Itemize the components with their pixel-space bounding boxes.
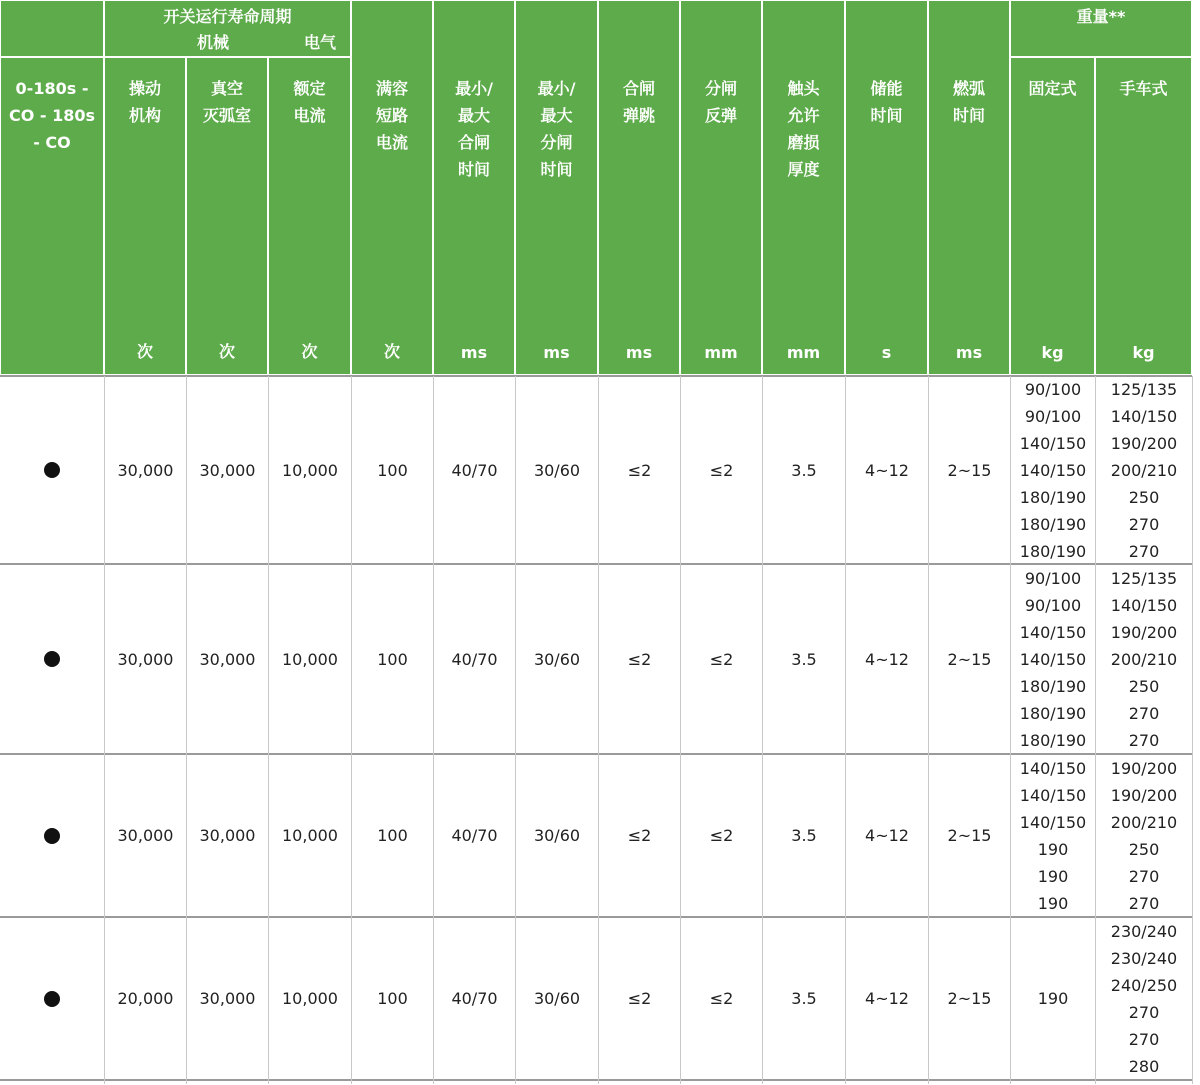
table-cell: 100: [352, 918, 433, 1079]
fixed-weight-value: 180/190: [1019, 730, 1087, 750]
table-cell: 30,000: [187, 377, 268, 563]
header-col-unit: mm: [704, 343, 738, 362]
fixed-weight-value: 180/190: [1019, 541, 1087, 561]
table-cell-fixed: [1011, 918, 1095, 1079]
column-divider: [515, 376, 516, 1084]
header-weight-title: 重量**: [1076, 7, 1126, 26]
table-cell: 10,000: [269, 565, 351, 753]
truck-weight-value: 250: [1128, 676, 1160, 696]
table-cell: 40/70: [434, 377, 515, 563]
table-cell: 30/60: [516, 565, 598, 753]
fixed-weight-list: [1011, 985, 1095, 1012]
column-divider: [268, 376, 269, 1084]
table-cell: ≤2: [599, 918, 680, 1079]
header-col-0: [1, 58, 103, 374]
column-divider: [351, 376, 352, 1084]
header-col-8: [681, 1, 761, 374]
header-col-12: [1011, 58, 1094, 374]
fixed-weight-value: 190: [1037, 989, 1069, 1008]
header-col-unit: ms: [625, 343, 653, 362]
fixed-weight-value: 180/190: [1019, 676, 1087, 696]
header-col-6: [516, 1, 597, 374]
table-row-3-marker: [0, 918, 104, 1079]
column-divider: [1010, 376, 1011, 1084]
table-cell: ≤2: [599, 755, 680, 916]
header-col-label: 合闸 弹跳: [622, 79, 655, 125]
header-col-label: 手车式: [1119, 79, 1168, 98]
header-col-unit: ms: [955, 343, 983, 362]
fixed-weight-list: [1011, 755, 1095, 917]
fixed-weight-value: 90/100: [1024, 568, 1082, 588]
truck-weight-value: 200/210: [1110, 460, 1178, 480]
header-col-unit: s: [881, 343, 892, 362]
header-col-unit: 次: [383, 342, 400, 361]
truck-weight-value: 240/250: [1110, 975, 1178, 995]
header-col-unit: kg: [1041, 343, 1064, 362]
bullet-icon: [44, 462, 60, 478]
truck-weight-value: 270: [1128, 541, 1160, 561]
truck-weight-value: 230/240: [1110, 948, 1178, 968]
truck-weight-value: 270: [1128, 893, 1160, 913]
truck-weight-value: 190/200: [1110, 758, 1178, 778]
header-col-4: [352, 1, 432, 374]
table-cell: 30/60: [516, 377, 598, 563]
header-elec-label: 电气: [304, 33, 337, 52]
table-cell: 100: [352, 755, 433, 916]
header-col-label: 0-180s - CO - 180s - CO: [8, 79, 96, 152]
truck-weight-list: [1096, 918, 1192, 1080]
truck-weight-value: 190/200: [1110, 433, 1178, 453]
header-col-label: 燃弧 时间: [952, 79, 985, 125]
truck-weight-list: [1096, 755, 1192, 917]
header-col-7: [599, 1, 679, 374]
header-mech-label: 机械: [197, 33, 230, 52]
table-cell: 4~12: [846, 755, 928, 916]
table-cell: 2~15: [929, 565, 1010, 753]
table-cell: 30/60: [516, 755, 598, 916]
fixed-weight-value: 190: [1037, 893, 1069, 913]
truck-weight-value: 140/150: [1110, 406, 1178, 426]
truck-weight-value: 270: [1128, 730, 1160, 750]
table-cell: ≤2: [681, 755, 762, 916]
header-col-unit: 次: [218, 342, 235, 361]
header-col-label: 最小/ 最大 分闸 时间: [537, 79, 576, 179]
column-divider: [1192, 376, 1193, 1084]
table-cell-truck: [1096, 565, 1192, 753]
truck-weight-value: 140/150: [1110, 595, 1178, 615]
table-cell: 3.5: [763, 377, 845, 563]
truck-weight-value: 270: [1128, 866, 1160, 886]
header-col-label: 固定式: [1028, 79, 1077, 98]
header-col-unit: mm: [786, 343, 821, 362]
table-cell: 40/70: [434, 565, 515, 753]
header-col-unit: kg: [1132, 343, 1155, 362]
row-divider: [0, 563, 1192, 565]
truck-weight-value: 230/240: [1110, 921, 1178, 941]
column-divider: [1095, 376, 1096, 1084]
header-col-1: [105, 58, 185, 374]
bullet-icon: [44, 828, 60, 844]
fixed-weight-value: 140/150: [1019, 433, 1087, 453]
table-cell: 2~15: [929, 377, 1010, 563]
table-cell: 2~15: [929, 918, 1010, 1079]
column-divider: [104, 376, 105, 1084]
column-divider: [680, 376, 681, 1084]
truck-weight-value: 250: [1128, 839, 1160, 859]
table-cell: 10,000: [269, 377, 351, 563]
table-cell: 40/70: [434, 755, 515, 916]
fixed-weight-value: 90/100: [1024, 406, 1082, 426]
fixed-weight-value: 180/190: [1019, 487, 1087, 507]
header-top-blank: [1, 1, 103, 56]
truck-weight-value: 200/210: [1110, 812, 1178, 832]
table-cell: ≤2: [599, 565, 680, 753]
header-col-3: [269, 58, 350, 374]
table-cell: ≤2: [681, 918, 762, 1079]
header-col-label: 额定 电流: [293, 79, 326, 125]
table-cell-fixed: [1011, 377, 1095, 563]
fixed-weight-value: 140/150: [1019, 460, 1087, 480]
table-cell-truck: [1096, 377, 1192, 563]
header-col-unit: ms: [460, 343, 488, 362]
header-col-unit: 次: [136, 342, 153, 361]
header-col-label: 分闸 反弹: [704, 79, 737, 125]
header-col-label: 操动 机构: [128, 79, 161, 125]
truck-weight-value: 270: [1128, 703, 1160, 723]
table-row-1-marker: [0, 565, 104, 753]
fixed-weight-value: 140/150: [1019, 758, 1087, 778]
row-divider: [0, 375, 1192, 377]
table-cell: 40/70: [434, 918, 515, 1079]
table-cell: 30,000: [187, 918, 268, 1079]
table-cell: 100: [352, 565, 433, 753]
header-col-9: [763, 1, 844, 374]
table-cell: 30,000: [105, 377, 186, 563]
table-cell: 4~12: [846, 377, 928, 563]
table-cell: 30,000: [187, 565, 268, 753]
table-cell: 4~12: [846, 918, 928, 1079]
column-divider: [598, 376, 599, 1084]
truck-weight-value: 270: [1128, 1002, 1160, 1022]
header-col-5: [434, 1, 514, 374]
header-col-label: 触头 允许 磨损 厚度: [787, 79, 820, 179]
truck-weight-value: 270: [1128, 1029, 1160, 1049]
header-col-2: [187, 58, 267, 374]
fixed-weight-value: 190: [1037, 866, 1069, 886]
table-cell: 30,000: [105, 565, 186, 753]
fixed-weight-value: 90/100: [1024, 595, 1082, 615]
bullet-icon: [44, 651, 60, 667]
table-cell: 3.5: [763, 918, 845, 1079]
header-col-13: [1096, 58, 1191, 374]
header-col-label: 真空 灭弧室: [202, 79, 251, 125]
table-cell: 3.5: [763, 565, 845, 753]
truck-weight-value: 125/135: [1110, 568, 1178, 588]
header-life-title: 开关运行寿命周期: [163, 7, 292, 26]
truck-weight-value: 190/200: [1110, 785, 1178, 805]
header-col-label: 最小/ 最大 合闸 时间: [455, 79, 493, 179]
row-divider: [0, 916, 1192, 918]
fixed-weight-value: 140/150: [1019, 622, 1087, 642]
table-cell-truck: [1096, 755, 1192, 916]
row-divider: [0, 1079, 1192, 1081]
column-divider: [845, 376, 846, 1084]
truck-weight-list: [1096, 565, 1192, 754]
fixed-weight-value: 140/150: [1019, 785, 1087, 805]
truck-weight-value: 270: [1128, 514, 1160, 534]
table-cell-fixed: [1011, 565, 1095, 753]
table-cell: ≤2: [681, 565, 762, 753]
table-cell: 100: [352, 377, 433, 563]
fixed-weight-list: [1011, 565, 1095, 754]
fixed-weight-value: 180/190: [1019, 703, 1087, 723]
table-cell: 20,000: [105, 918, 186, 1079]
header-col-unit: 次: [301, 342, 318, 361]
table-cell: 2~15: [929, 755, 1010, 916]
table-cell: 10,000: [269, 755, 351, 916]
fixed-weight-value: 90/100: [1024, 379, 1082, 399]
table-cell-truck: [1096, 918, 1192, 1079]
truck-weight-value: 125/135: [1110, 379, 1178, 399]
column-divider: [762, 376, 763, 1084]
truck-weight-value: 280: [1128, 1056, 1160, 1076]
table-cell: ≤2: [599, 377, 680, 563]
truck-weight-value: 190/200: [1110, 622, 1178, 642]
table-cell: ≤2: [681, 377, 762, 563]
fixed-weight-value: 180/190: [1019, 514, 1087, 534]
table-cell-fixed: [1011, 755, 1095, 916]
table-cell: 10,000: [269, 918, 351, 1079]
header-col-10: [846, 1, 927, 374]
header-col-label: 满容 短路 电流: [375, 79, 408, 152]
header-group-weight: [1011, 1, 1191, 56]
table-cell: 30,000: [105, 755, 186, 916]
table-cell: 3.5: [763, 755, 845, 916]
row-divider: [0, 753, 1192, 755]
bullet-icon: [44, 991, 60, 1007]
truck-weight-value: 250: [1128, 487, 1160, 507]
column-divider: [928, 376, 929, 1084]
table-cell: 30/60: [516, 918, 598, 1079]
truck-weight-list: [1096, 376, 1192, 565]
column-divider: [186, 376, 187, 1084]
table-cell: 30,000: [187, 755, 268, 916]
truck-weight-value: 200/210: [1110, 649, 1178, 669]
table-cell: 4~12: [846, 565, 928, 753]
column-divider: [433, 376, 434, 1084]
table-row-2-marker: [0, 755, 104, 916]
fixed-weight-list: [1011, 376, 1095, 565]
fixed-weight-value: 190: [1037, 839, 1069, 859]
header-col-label: 储能 时间: [870, 79, 903, 125]
fixed-weight-value: 140/150: [1019, 812, 1087, 832]
header-group-life: [105, 1, 350, 56]
fixed-weight-value: 140/150: [1019, 649, 1087, 669]
header-col-unit: ms: [543, 343, 570, 362]
header-col-11: [929, 1, 1009, 374]
table-row-0-marker: [0, 377, 104, 563]
